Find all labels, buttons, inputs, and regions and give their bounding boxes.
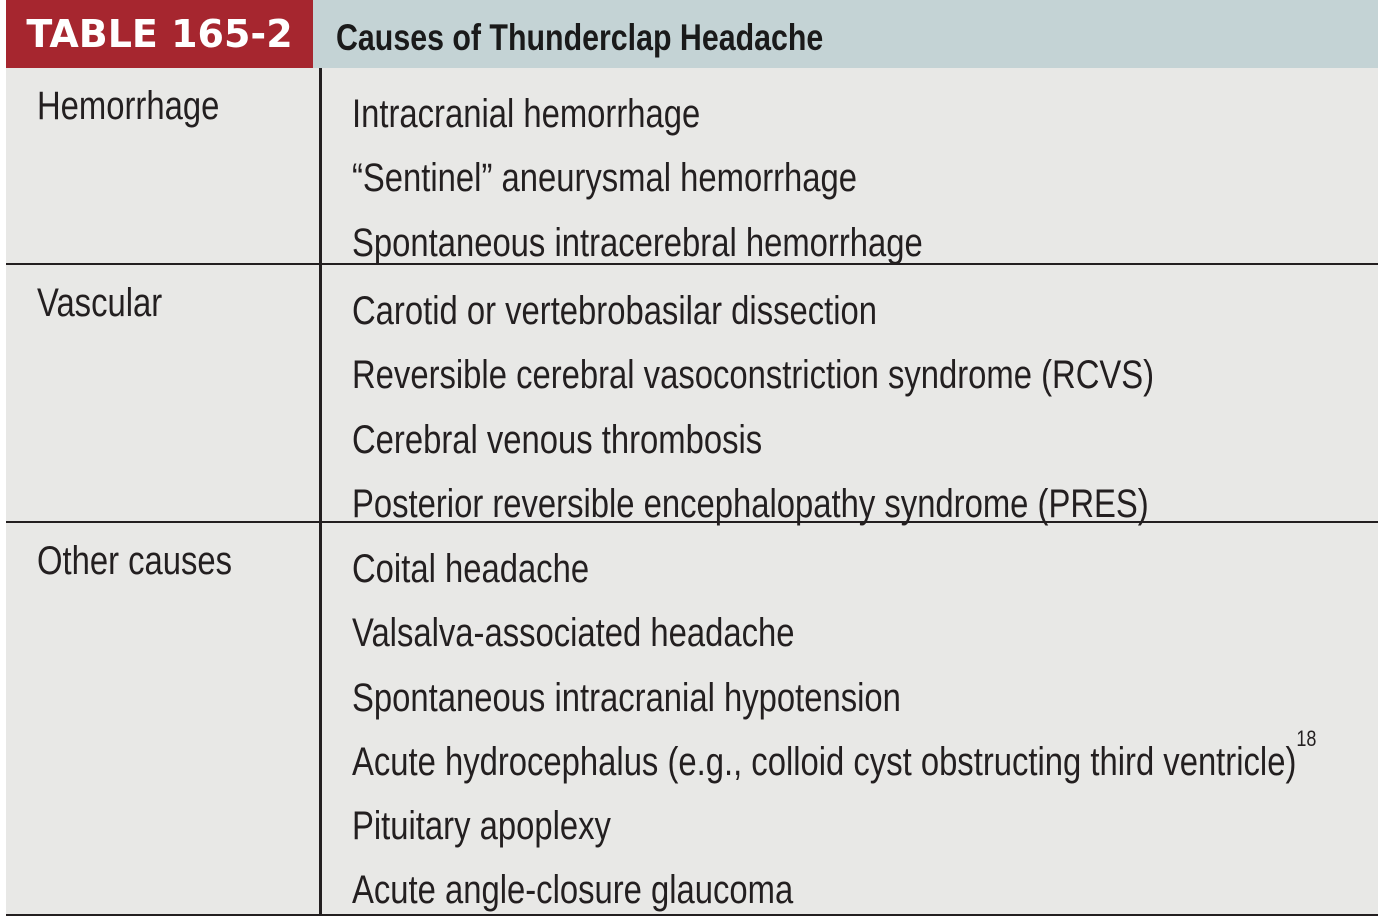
category-label: Hemorrhage <box>37 84 220 128</box>
table-row-vascular <box>6 265 1378 526</box>
category-label: Other causes <box>37 539 233 583</box>
list-item: Acute hydrocephalus (e.g., colloid cyst obstructing third ventricle)$^{18}$ <box>352 725 1317 784</box>
table-number-label: TABLE 165-2 <box>6 0 313 68</box>
list-item: Valsalva-associated headache <box>352 611 795 656</box>
cause-list <box>352 82 1048 275</box>
causes-table <box>6 0 1378 916</box>
table-body <box>6 68 1378 916</box>
table-row-hemorrhage <box>6 68 1378 265</box>
list-item: Pituitary apoplexy <box>352 804 611 849</box>
list-item: Posterior reversible encephalopathy syndrome (PRES) <box>352 481 1149 526</box>
list-item: Spontaneous intracerebral hemorrhage <box>352 220 923 265</box>
list-item: Spontaneous intracranial hypotension <box>352 675 901 720</box>
list-item: “Sentinel” aneurysmal hemorrhage <box>352 156 858 201</box>
cause-list <box>352 537 1388 923</box>
list-item: Acute angle-closure glaucoma <box>352 868 794 913</box>
list-item: Reversible cerebral vasoconstriction syndrome (RCVS) <box>352 353 1155 398</box>
list-item: Carotid or vertebrobasilar dissection <box>352 289 878 333</box>
table-row-other-causes <box>6 523 1378 916</box>
column-divider <box>319 68 322 916</box>
table-header <box>6 0 1378 68</box>
cause-list <box>352 279 1330 536</box>
table-title: Causes of Thunderclap Headache <box>336 17 824 58</box>
list-item: Intracranial hemorrhage <box>352 92 701 136</box>
list-item: Cerebral venous thrombosis <box>352 417 763 462</box>
category-label: Vascular <box>37 281 163 325</box>
footnote-reference: 18 <box>1296 725 1317 751</box>
list-item: Coital headache <box>352 547 590 591</box>
